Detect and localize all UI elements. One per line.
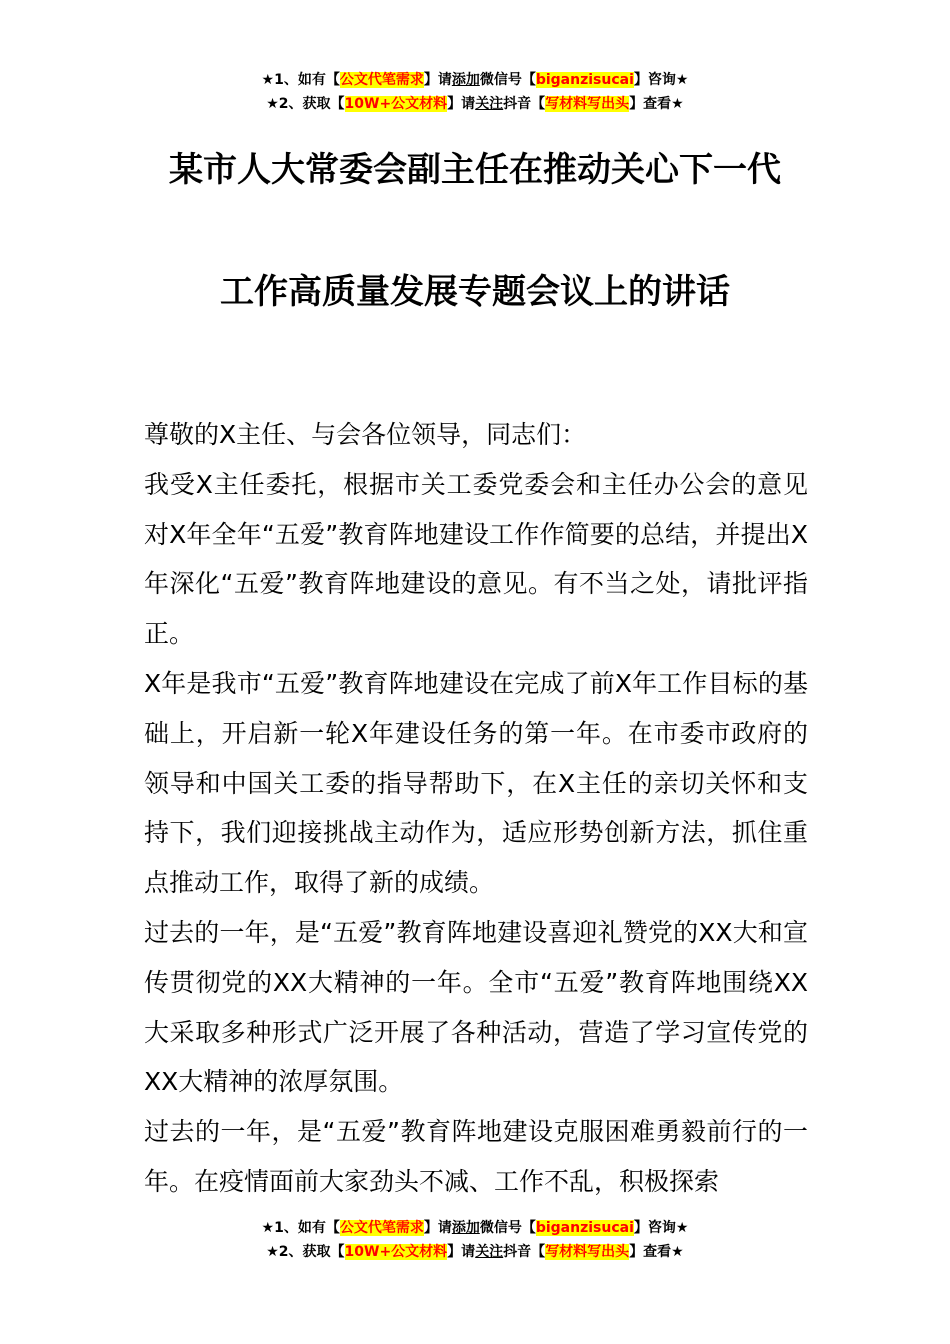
footer-banner <box>0 1216 950 1264</box>
paragraph: 我受X主任委托，根据市关工委党委会和主任办公会的意见对X年全年“五爱”教育阵地建设工作作简要的总结，并提出X年深化“五爱”教育阵地建设的意见。有不当之处，请批评指正。 <box>144 469 808 649</box>
header-banner-line-1 <box>0 68 950 92</box>
banner-emphasis: 关注 <box>475 1244 504 1260</box>
banner-highlight: 写材料写出头 <box>545 96 630 112</box>
banner-text: 】请 <box>423 1220 452 1236</box>
header-banner <box>0 68 950 116</box>
paragraph: 过去的一年，是“五爱”教育阵地建设喜迎礼赞党的XX大和宣传贯彻党的XX大精神的一年。全市“五爱”教育阵地围绕XX大采取多种形式广泛开展了各种活动，营造了学习宣传党的XX大精神的浓厚氛围。 <box>144 917 808 1097</box>
paragraph: 过去的一年，是“五爱”教育阵地建设克服困难勇毅前行的一年。在疫情面前大家劲头不减、工作不乱，积极探索 <box>144 1117 808 1196</box>
paragraph: X年是我市“五爱”教育阵地建设在完成了前X年工作目标的基础上，开启新一轮X年建设任务的第一年。在市委市政府的领导和中国关工委的指导帮助下，在X主任的亲切关怀和支持下，我们迎接挑战主动作为，适应形势创新方法，抓住重点推动工作，取得了新的成绩。 <box>144 668 808 898</box>
banner-text: 抖音【 <box>503 96 546 112</box>
footer-banner-line-2 <box>0 1240 950 1264</box>
document-title-line-1: 某市人大常委会副主任在推动关心下一代 <box>169 150 781 190</box>
banner-text: 微信号【 <box>479 1220 536 1236</box>
banner-text: 】咨询★ <box>633 72 689 88</box>
header-banner-line-2 <box>0 92 950 116</box>
banner-highlight: 10W+公文材料 <box>344 96 448 112</box>
banner-text: 】查看★ <box>629 96 684 112</box>
banner-highlight: 公文代笔需求 <box>339 72 424 88</box>
banner-emphasis: 添加 <box>451 1220 480 1236</box>
banner-emphasis: 添加 <box>451 72 480 88</box>
banner-text: 】查看★ <box>629 1244 684 1260</box>
document-title-line-2: 工作高质量发展专题会议上的讲话 <box>220 272 730 312</box>
banner-text: 抖音【 <box>503 1244 546 1260</box>
banner-text: ★1、如有【 <box>261 72 340 88</box>
paragraph-salutation: 尊敬的X主任、与会各位领导，同志们： <box>144 420 587 449</box>
banner-highlight: biganzisucai <box>535 1220 634 1236</box>
banner-emphasis: 关注 <box>475 96 504 112</box>
banner-text: 微信号【 <box>479 72 536 88</box>
document-body <box>144 410 808 1207</box>
banner-highlight: 公文代笔需求 <box>339 1220 424 1236</box>
banner-text: ★1、如有【 <box>261 1220 340 1236</box>
footer-banner-line-1 <box>0 1216 950 1240</box>
banner-text: 】请 <box>447 96 476 112</box>
banner-text: 】请 <box>423 72 452 88</box>
banner-text: 】咨询★ <box>633 1220 689 1236</box>
banner-text: ★2、获取【 <box>266 96 345 112</box>
banner-highlight: biganzisucai <box>535 72 634 88</box>
banner-highlight: 写材料写出头 <box>545 1244 630 1260</box>
banner-text: ★2、获取【 <box>266 1244 345 1260</box>
banner-highlight: 10W+公文材料 <box>344 1244 448 1260</box>
banner-text: 】请 <box>447 1244 476 1260</box>
